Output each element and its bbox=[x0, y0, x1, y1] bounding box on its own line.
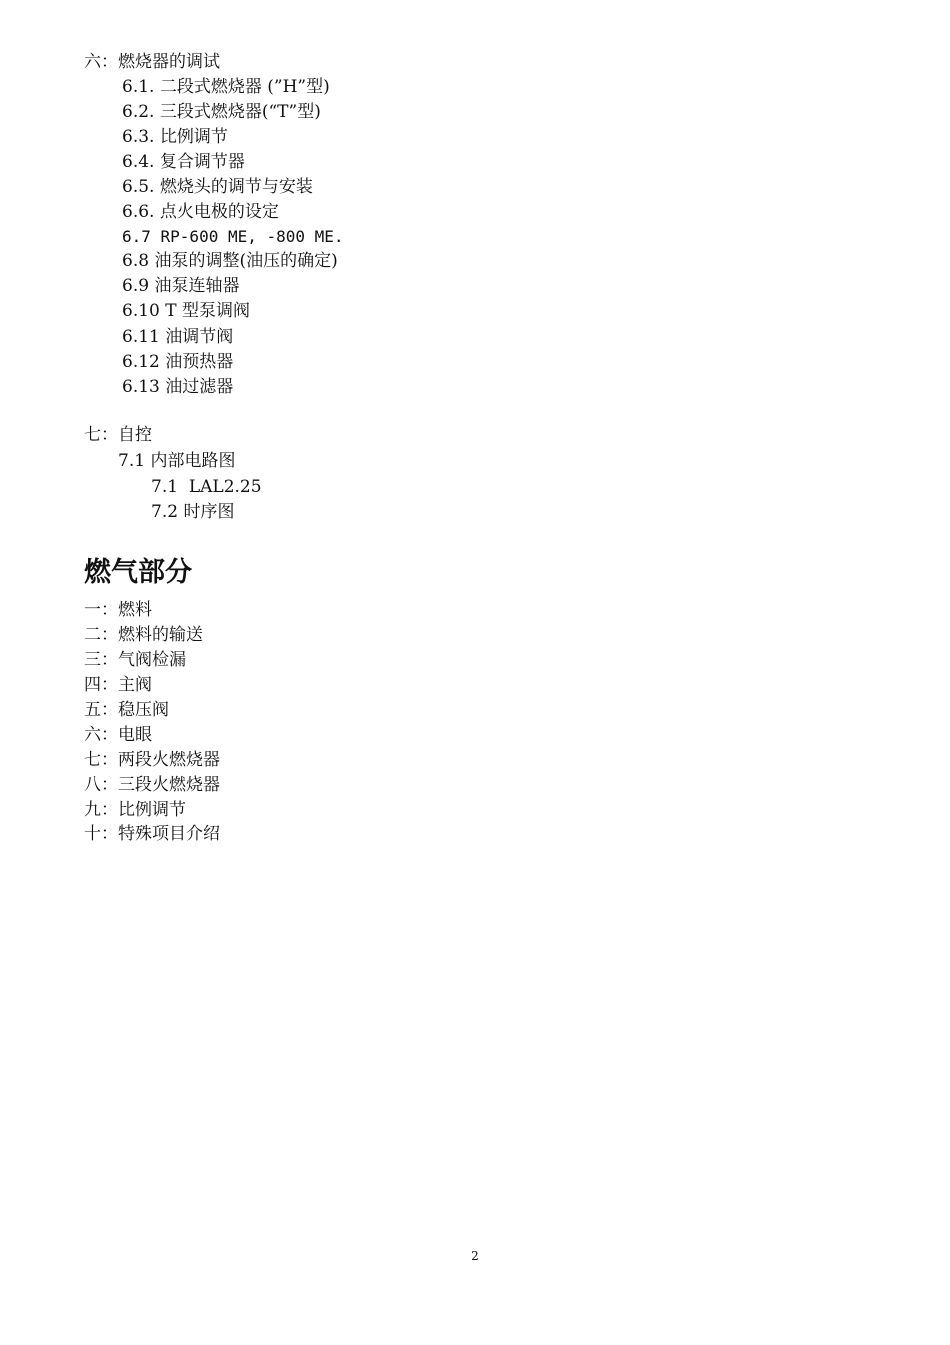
gas-item-7: 七：两段火燃烧器 bbox=[84, 750, 220, 770]
toc-item-7-1: 7.1 内部电路图 bbox=[118, 451, 236, 471]
gas-item-8: 八：三段火燃烧器 bbox=[84, 775, 220, 795]
toc-item-6-4: 6.4. 复合调节器 bbox=[122, 152, 245, 172]
gas-item-3: 三：气阀检漏 bbox=[84, 650, 186, 670]
toc-item-6-11: 6.11 油调节阀 bbox=[122, 327, 234, 347]
section-6-title: 六：燃烧器的调试 bbox=[84, 52, 220, 72]
toc-item-6-8: 6.8 油泵的调整(油压的确定) bbox=[122, 251, 338, 271]
gas-item-9: 九：比例调节 bbox=[84, 800, 186, 820]
gas-item-4: 四：主阀 bbox=[84, 675, 152, 695]
toc-item-6-5: 6.5. 燃烧头的调节与安装 bbox=[122, 177, 313, 197]
gas-item-10: 十：特殊项目介绍 bbox=[84, 824, 220, 844]
toc-item-6-9: 6.9 油泵连轴器 bbox=[122, 276, 240, 296]
gas-item-1: 一：燃料 bbox=[84, 600, 152, 620]
toc-item-6-10: 6.10 T 型泵调阀 bbox=[122, 301, 250, 321]
toc-subitem-lal: 7.1 LAL2.25 bbox=[151, 477, 262, 497]
toc-item-6-2: 6.2. 三段式燃烧器(“T”型) bbox=[122, 102, 321, 122]
gas-item-5: 五：稳压阀 bbox=[84, 700, 169, 720]
toc-subitem-timing: 7.2 时序图 bbox=[151, 502, 235, 522]
gas-item-6: 六：电眼 bbox=[84, 725, 152, 745]
section-7-title: 七：自控 bbox=[84, 425, 152, 445]
toc-item-6-3: 6.3. 比例调节 bbox=[122, 127, 228, 147]
gas-item-2: 二：燃料的输送 bbox=[84, 625, 203, 645]
gas-section-heading: 燃气部分 bbox=[84, 557, 192, 588]
toc-item-6-6: 6.6. 点火电极的设定 bbox=[122, 202, 279, 222]
toc-item-6-12: 6.12 油预热器 bbox=[122, 352, 234, 372]
toc-item-6-13: 6.13 油过滤器 bbox=[122, 377, 234, 397]
page-number: 2 bbox=[471, 1249, 479, 1263]
toc-item-6-1: 6.1. 二段式燃烧器 (”H”型) bbox=[122, 77, 330, 97]
toc-item-6-7: 6.7 RP-600 ME, -800 ME. bbox=[122, 227, 344, 246]
